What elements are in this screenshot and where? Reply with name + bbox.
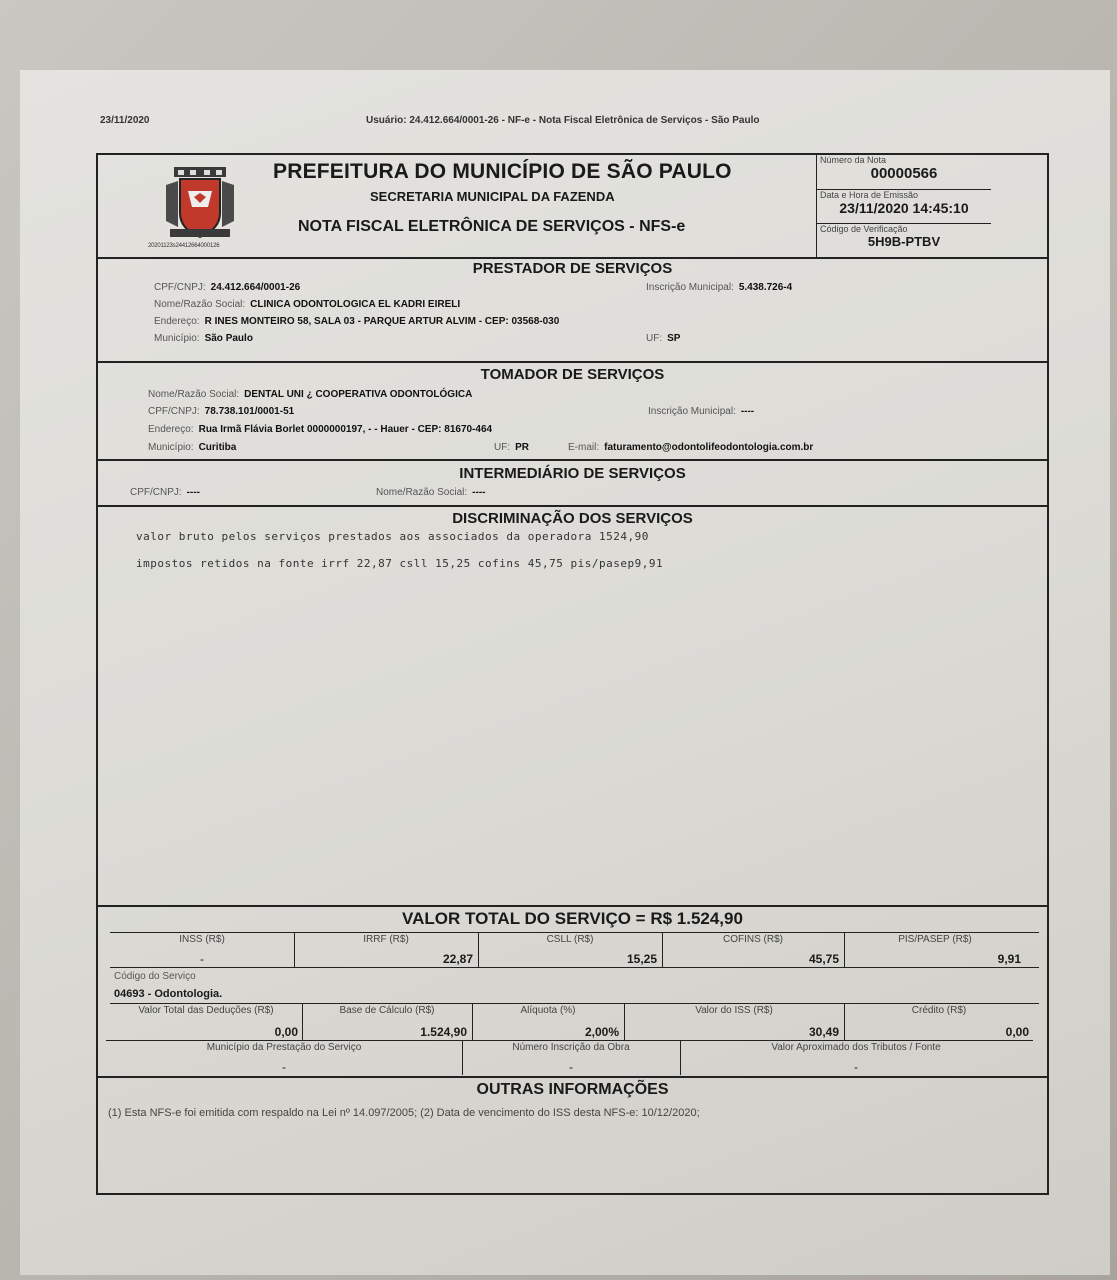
tomador-email: E-mail: faturamento@odontolifeodontologia.com.br: [568, 442, 814, 453]
tomador-nome: Nome/Razão Social: DENTAL UNI ¿ COOPERATIVA ODONTOLÓGICA: [148, 389, 473, 400]
cofins-cell: COFINS (R$) 45,75: [723, 934, 839, 966]
prestador-endereco: Endereço: R INES MONTEIRO 58, SALA 03 - PARQUE ARTUR ALVIM - CEP: 03568-030: [154, 316, 560, 327]
nfse-header: [98, 155, 1047, 257]
nfse-title: NOTA FISCAL ELETRÔNICA DE SERVIÇOS - NFS-e: [298, 218, 686, 235]
intermediario-nome: Nome/Razão Social: ----: [376, 487, 486, 498]
codigo-verificacao-label: Código de Verificação: [820, 224, 908, 234]
inss-cell: INSS (R$) -: [179, 934, 225, 966]
prestador-nome: Nome/Razão Social: CLINICA ODONTOLOGICA EL KADRI EIRELI: [154, 299, 461, 310]
outras-informacoes-text: (1) Esta NFS-e foi emitida com respaldo na Lei nº 14.097/2005; (2) Data de vencimento do ISS desta NFS-e: 10/12/2020;: [108, 1107, 700, 1119]
numero-nota-value: 00000566: [870, 165, 938, 182]
csll-cell: CSLL (R$) 15,25: [546, 934, 657, 966]
numero-nota: [817, 155, 991, 189]
nfse-document: [96, 153, 1049, 1195]
numero-nota-label: Número da Nota: [820, 155, 887, 165]
discriminacao-line-2: impostos retidos na fonte irrf 22,87 csll 15,25 cofins 45,75 pis/pasep9,91: [136, 557, 664, 570]
codigo-verificacao: [817, 224, 991, 257]
inscricao-obra-cell: Número Inscrição da Obra -: [512, 1042, 630, 1074]
tomador-title: TOMADOR DE SERVIÇOS: [480, 366, 665, 383]
sao-paulo-coat-of-arms-icon: [164, 167, 236, 241]
municipio-prestacao-cell: Município da Prestação do Serviço -: [206, 1042, 362, 1074]
prestador-inscricao: Inscrição Municipal: 5.438.726-4: [646, 282, 793, 293]
irrf-cell: IRRF (R$) 22,87: [363, 934, 473, 966]
data-emissao: [817, 190, 991, 224]
outras-informacoes-title: OUTRAS INFORMAÇÕES: [476, 1081, 669, 1098]
data-emissao-value: 23/11/2020 14:45:10: [839, 200, 969, 216]
nota-info-box: [816, 155, 991, 257]
secretaria-title: SECRETARIA MUNICIPAL DA FAZENDA: [370, 189, 615, 204]
tomador-municipio: Município: Curitiba: [148, 442, 237, 453]
discriminacao-line-1: valor bruto pelos serviços prestados aos associados da operadora 1524,90: [136, 530, 649, 543]
prestador-uf: UF: SP: [646, 333, 681, 344]
brasao-code: 20201123s24412664000126: [148, 243, 220, 249]
tributos-cell: Valor Aproximado dos Tributos / Fonte -: [771, 1042, 941, 1074]
pis-cell: PIS/PASEP (R$) 9,91: [898, 934, 1021, 966]
prestador-title: PRESTADOR DE SERVIÇOS: [472, 260, 673, 277]
prefeitura-title: PREFEITURA DO MUNICÍPIO DE SÃO PAULO: [273, 160, 732, 183]
valor-iss-cell: Valor do ISS (R$) 30,49: [695, 1005, 839, 1039]
data-emissao-label: Data e Hora de Emissão: [820, 190, 919, 200]
tomador-uf: UF: PR: [494, 442, 530, 453]
base-calculo-cell: Base de Cálculo (R$) 1.524,90: [339, 1005, 467, 1039]
intermediario-cnpj: CPF/CNPJ: ----: [130, 487, 200, 498]
discriminacao-title: DISCRIMINAÇÃO DOS SERVIÇOS: [452, 510, 693, 527]
aliquota-cell: Alíquota (%) 2,00%: [520, 1005, 619, 1039]
intermediario-title: INTERMEDIÁRIO DE SERVIÇOS: [459, 465, 686, 482]
codigo-servico-value: 04693 - Odontologia.: [114, 988, 223, 1000]
print-user-line: Usuário: 24.412.664/0001-26 - NF-e - Nota Fiscal Eletrônica de Serviços - São Paulo: [366, 115, 760, 126]
codigo-verificacao-value: 5H9B-PTBV: [867, 234, 941, 249]
prestador-municipio: Município: São Paulo: [154, 333, 253, 344]
valor-total-servico: VALOR TOTAL DO SERVIÇO = R$ 1.524,90: [402, 909, 743, 928]
credito-cell: Crédito (R$) 0,00: [911, 1005, 1029, 1039]
prestador-cnpj: CPF/CNPJ: 24.412.664/0001-26: [154, 282, 301, 293]
tomador-cnpj: CPF/CNPJ: 78.738.101/0001-51: [148, 406, 295, 417]
print-date: 23/11/2020: [100, 115, 150, 126]
deducoes-cell: Valor Total das Deduções (R$) 0,00: [138, 1005, 298, 1039]
tomador-endereco: Endereço: Rua Irmã Flávia Borlet 0000000197, - - Hauer - CEP: 81670-464: [148, 424, 493, 435]
tomador-inscricao: Inscrição Municipal: ----: [648, 406, 755, 417]
codigo-servico-label: Código do Serviço: [114, 971, 196, 982]
